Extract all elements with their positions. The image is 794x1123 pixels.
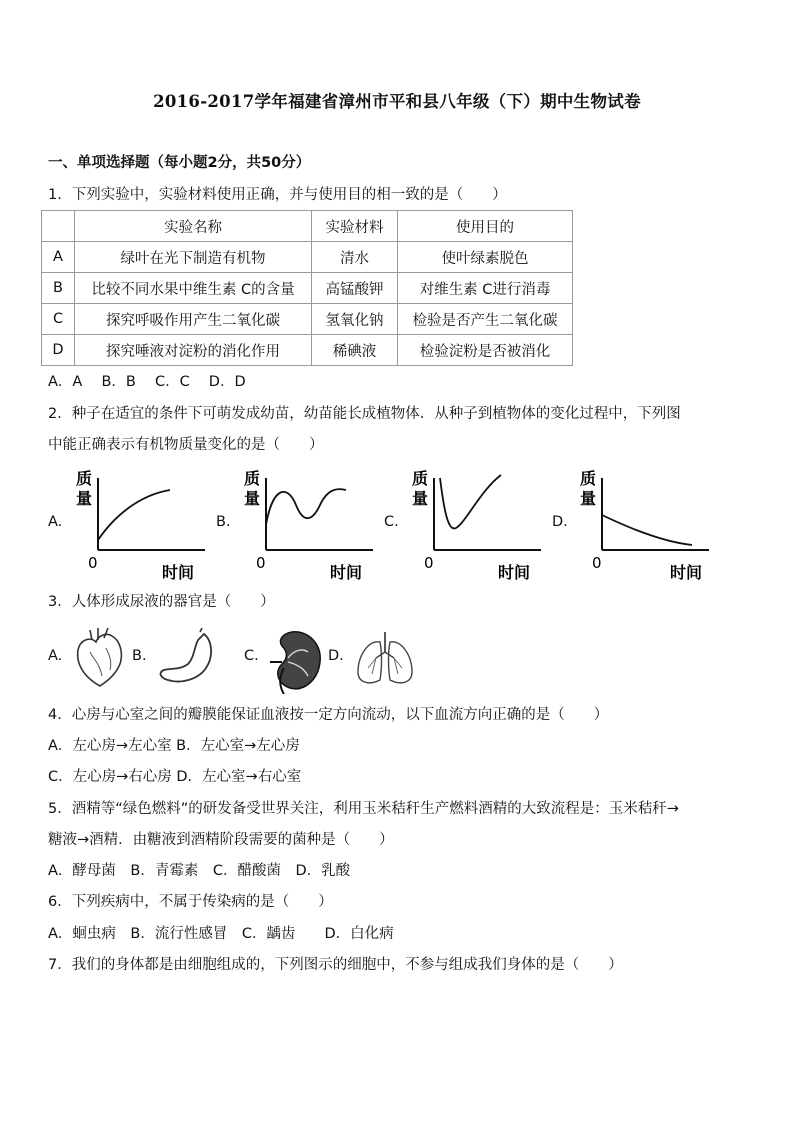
table-header-cell — [42, 211, 75, 242]
curve-line — [98, 490, 170, 540]
q5-stem-line1: 5．酒精等“绿色燃料”的研发备受世界关注，利用玉米秸秆生产燃料酒精的大致流程是：玉米秸秆→ — [48, 801, 679, 817]
table-cell: 探究唾液对淀粉的消化作用 — [75, 335, 312, 366]
q1-stem: 1．下列实验中，实验材料使用正确，并与使用目的相一致的是（ ） — [48, 187, 507, 203]
q5-options: A．酵母菌 B．青霉素 C．醋酸菌 D．乳酸 — [48, 863, 351, 879]
origin-label: 0 — [592, 554, 602, 572]
table-row — [42, 273, 573, 304]
table-cell: 对维生素 C进行消毒 — [398, 273, 573, 304]
option-label: D. — [328, 648, 344, 664]
option-label: B. — [216, 514, 231, 530]
xlabel: 时间 — [670, 563, 703, 582]
q1-table — [41, 210, 573, 366]
q1-options: A．A B．B C．C D．D — [48, 374, 246, 390]
xlabel: 时间 — [162, 563, 195, 582]
ylabel: 量 — [580, 489, 597, 508]
table-header-cell: 实验材料 — [312, 211, 398, 242]
option-label: A. — [48, 648, 63, 664]
q5-stem-line2: 糖液→酒精．由糖液到酒精阶段需要的菌种是（ ） — [48, 832, 394, 848]
table-cell: 稀碘液 — [312, 335, 398, 366]
table-cell: 探究呼吸作用产生二氧化碳 — [75, 304, 312, 335]
curve-line — [440, 475, 501, 528]
xlabel: 时间 — [498, 563, 531, 582]
table-cell: 氢氧化钠 — [312, 304, 398, 335]
origin-label: 0 — [256, 554, 266, 572]
table-header-row — [42, 211, 573, 242]
origin-label: 0 — [88, 554, 98, 572]
q3-stem: 3．人体形成尿液的器官是（ ） — [48, 594, 275, 610]
table-cell: C — [42, 304, 75, 335]
q2-graph-c — [406, 470, 546, 585]
option-label: C. — [384, 514, 399, 530]
xlabel: 时间 — [330, 563, 363, 582]
table-cell: 高锰酸钾 — [312, 273, 398, 304]
table-cell: 比较不同水果中维生素 C的含量 — [75, 273, 312, 304]
kidney-icon — [268, 628, 324, 694]
table-cell: 使叶绿素脱色 — [398, 242, 573, 273]
option-label: D. — [552, 514, 568, 530]
ylabel: 质 — [412, 470, 429, 488]
table-cell: 清水 — [312, 242, 398, 273]
q6-options: A．蛔虫病 B．流行性感冒 C．龋齿 D．白化病 — [48, 926, 394, 942]
table-cell: B — [42, 273, 75, 304]
ylabel: 量 — [244, 489, 261, 508]
q2-graph-d — [574, 470, 714, 585]
curve-line — [602, 515, 692, 545]
q6-stem: 6．下列疾病中，不属于传染病的是（ ） — [48, 894, 333, 910]
lungs-icon — [354, 628, 416, 690]
option-label: A. — [48, 514, 63, 530]
q2-stem-line2: 中能正确表示有机物质量变化的是（ ） — [48, 437, 324, 453]
option-label: B. — [132, 648, 147, 664]
heart-icon — [72, 628, 128, 690]
table-cell: 检验是否产生二氧化碳 — [398, 304, 573, 335]
q4-options-line1: A．左心房→左心室 B．左心室→左心房 — [48, 738, 300, 754]
ylabel: 量 — [76, 489, 93, 508]
q2-graph-a — [70, 470, 210, 585]
ylabel: 质 — [76, 470, 93, 488]
q2-graph-b — [238, 470, 378, 585]
page-title: 2016-2017学年福建省漳州市平和县八年级（下）期中生物试卷 — [153, 92, 641, 111]
stomach-icon — [154, 628, 220, 690]
q7-stem: 7．我们的身体都是由细胞组成的，下列图示的细胞中，不参与组成我们身体的是（ ） — [48, 957, 623, 973]
table-cell: 绿叶在光下制造有机物 — [75, 242, 312, 273]
table-cell: A — [42, 242, 75, 273]
q4-stem: 4．心房与心室之间的瓣膜能保证血液按一定方向流动，以下血流方向正确的是（ ） — [48, 707, 609, 723]
table-cell: 检验淀粉是否被消化 — [398, 335, 573, 366]
q2-stem-line1: 2．种子在适宜的条件下可萌发成幼苗，幼苗能长成植物体．从种子到植物体的变化过程中，下列图 — [48, 406, 681, 422]
table-cell: D — [42, 335, 75, 366]
origin-label: 0 — [424, 554, 434, 572]
table-header-cell: 实验名称 — [75, 211, 312, 242]
table-row — [42, 242, 573, 273]
table-row — [42, 304, 573, 335]
table-row — [42, 335, 573, 366]
ylabel: 质 — [244, 470, 261, 488]
table-header-cell: 使用目的 — [398, 211, 573, 242]
ylabel: 质 — [580, 470, 597, 488]
q4-options-line2: C．左心房→右心房 D．左心室→右心室 — [48, 769, 302, 785]
ylabel: 量 — [412, 489, 429, 508]
curve-line — [266, 489, 346, 525]
option-label: C. — [244, 648, 259, 664]
section-heading: 一、单项选择题（每小题2分，共50分） — [48, 155, 311, 171]
